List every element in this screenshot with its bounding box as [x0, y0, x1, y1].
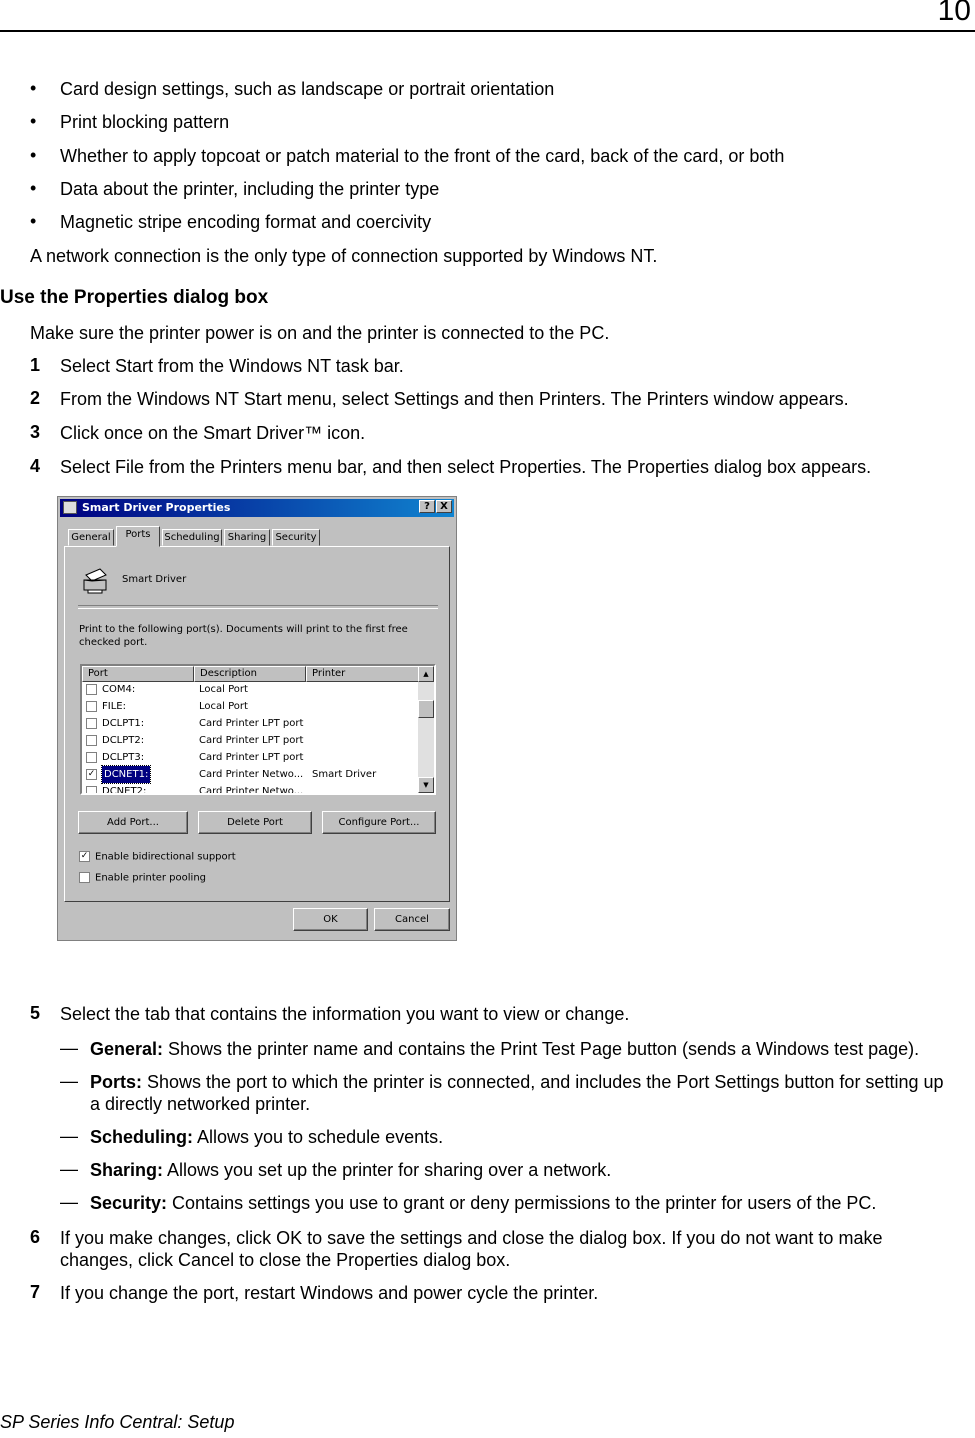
port-checkbox[interactable]: ✓ — [87, 769, 96, 779]
port-description: Local Port — [199, 684, 248, 695]
port-name: DCLPT3: — [102, 752, 145, 763]
dialog-title-bar — [60, 499, 454, 517]
step-number: 7 — [30, 1282, 41, 1302]
printer-icon — [80, 567, 110, 597]
list-item[interactable] — [82, 698, 418, 715]
cancel-button[interactable]: Cancel — [374, 908, 450, 931]
ports-list — [80, 664, 436, 795]
bullet-marker: • — [30, 78, 37, 98]
bullet-marker: • — [30, 111, 37, 131]
tab-name: Ports: — [90, 1072, 143, 1092]
port-description: Card Printer Netwo... — [199, 786, 304, 795]
dash-marker: — — [60, 1038, 78, 1058]
dash-marker: — — [60, 1192, 78, 1212]
port-name: DCNET1: — [102, 766, 150, 783]
ok-button[interactable]: OK — [293, 908, 368, 931]
add-port-button[interactable]: Add Port... — [78, 811, 188, 834]
tab-security[interactable]: Security — [272, 529, 320, 546]
column-printer[interactable]: Printer — [306, 666, 420, 682]
tab-name: Security: — [90, 1193, 168, 1213]
step-text: Select the tab that contains the information you want to view or change. — [60, 1004, 630, 1024]
dialog-title: Smart Driver Properties — [82, 501, 231, 514]
scroll-down-icon[interactable]: ▼ — [418, 777, 434, 793]
tab-scheduling[interactable]: Scheduling — [162, 529, 222, 546]
bidirectional-label: Enable bidirectional support — [95, 851, 236, 863]
port-name: COM4: — [102, 684, 136, 695]
configure-port-button[interactable]: Configure Port... — [322, 811, 436, 834]
printer-name: Smart Driver — [122, 574, 187, 585]
dash-marker: — — [60, 1159, 78, 1179]
port-name: DCLPT1: — [102, 718, 145, 729]
port-description: Card Printer LPT port — [199, 718, 304, 729]
page-number: 10 — [937, 0, 971, 27]
list-item[interactable] — [82, 749, 418, 766]
step-number: 3 — [30, 422, 41, 442]
dash-marker: — — [60, 1071, 78, 1091]
tab-desc-text: Allows you to schedule events. — [193, 1127, 444, 1147]
list-item-selected[interactable] — [82, 766, 418, 783]
tab-name: General: — [90, 1039, 164, 1059]
separator — [78, 605, 438, 609]
tab-description-scheduling — [90, 1126, 443, 1148]
column-description[interactable]: Description — [194, 666, 306, 682]
header-rule — [0, 30, 975, 32]
tab-description-general — [90, 1038, 919, 1060]
dash-marker: — — [60, 1126, 78, 1146]
step-number: 2 — [30, 388, 41, 408]
bidirectional-option[interactable] — [79, 851, 236, 863]
ports-instruction: Print to the following port(s). Documents will print to the first free — [79, 624, 408, 635]
step-text: Select Start from the Windows NT task bar. — [60, 356, 404, 376]
help-button[interactable]: ? — [419, 500, 435, 513]
port-name: FILE: — [102, 701, 126, 712]
tab-description-sharing — [90, 1159, 611, 1181]
port-name: DCLPT2: — [102, 735, 145, 746]
list-item[interactable] — [82, 783, 418, 795]
tab-sharing[interactable]: Sharing — [224, 529, 270, 546]
page-footer: SP Series Info Central: Setup — [0, 1412, 235, 1432]
tab-desc-text: Shows the port to which the printer is connected, and includes the Port Settings button for setting up — [142, 1072, 944, 1092]
step-text-cont: changes, click Cancel to close the Properties dialog box. — [60, 1250, 511, 1270]
list-item[interactable] — [82, 715, 418, 732]
network-note: A network connection is the only type of connection supported by Windows NT. — [30, 246, 658, 266]
port-description: Local Port — [199, 701, 248, 712]
port-description: Card Printer Netwo... — [199, 769, 304, 780]
bullet-item: Card design settings, such as landscape or portrait orientation — [60, 79, 555, 99]
step-number: 4 — [30, 456, 41, 476]
step-number: 6 — [30, 1227, 41, 1247]
tab-general[interactable]: General — [68, 529, 114, 546]
bullet-item: Magnetic stripe encoding format and coercivity — [60, 212, 432, 232]
tab-description-ports — [90, 1071, 944, 1093]
tab-desc-text: Contains settings you use to grant or deny permissions to the printer for users of the PC. — [167, 1193, 877, 1213]
list-scrollbar[interactable] — [418, 666, 434, 793]
step-text: Select File from the Printers menu bar, and then select Properties. The Properties dialog box appears. — [60, 457, 872, 477]
port-checkbox[interactable] — [86, 735, 97, 746]
step-text: If you change the port, restart Windows and power cycle the printer. — [60, 1283, 599, 1303]
ports-instruction-cont: checked port. — [79, 637, 148, 648]
bullet-marker: • — [30, 145, 37, 165]
step-text: If you make changes, click OK to save the settings and close the dialog box. If you do not want to make — [60, 1228, 883, 1248]
intro-text: Make sure the printer power is on and the printer is connected to the PC. — [30, 323, 610, 343]
delete-port-button[interactable]: Delete Port — [198, 811, 312, 834]
bullet-item: Print blocking pattern — [60, 112, 230, 132]
tab-name: Sharing: — [90, 1160, 164, 1180]
pooling-label: Enable printer pooling — [95, 872, 207, 884]
step-text: Click once on the Smart Driver™ icon. — [60, 423, 366, 443]
port-description: Card Printer LPT port — [199, 735, 304, 746]
list-item[interactable] — [82, 681, 418, 698]
close-button[interactable]: X — [436, 500, 452, 513]
tab-desc-text: Shows the printer name and contains the Print Test Page button (sends a Windows test page). — [163, 1039, 920, 1059]
step-number: 5 — [30, 1003, 41, 1023]
pooling-checkbox[interactable] — [79, 872, 90, 883]
printer-small-icon — [63, 501, 77, 514]
port-checkbox[interactable] — [86, 786, 97, 795]
tab-description-security — [90, 1192, 876, 1214]
scroll-thumb[interactable] — [418, 700, 434, 718]
tab-desc-text: Allows you set up the printer for sharing over a network. — [163, 1160, 612, 1180]
bullet-marker: • — [30, 178, 37, 198]
list-item[interactable] — [82, 732, 418, 749]
port-printer: Smart Driver — [312, 769, 377, 780]
port-checkbox[interactable] — [86, 701, 97, 712]
section-heading: Use the Properties dialog box — [0, 287, 269, 308]
properties-dialog — [57, 496, 457, 941]
bullet-marker: • — [30, 211, 37, 231]
tab-name: Scheduling: — [90, 1127, 193, 1147]
bidirectional-checkbox[interactable]: ✓ — [80, 851, 89, 861]
port-description: Card Printer LPT port — [199, 752, 304, 763]
pooling-option[interactable] — [79, 872, 206, 884]
column-port[interactable]: Port — [82, 666, 194, 682]
port-name: DCNET2: — [102, 786, 147, 795]
bullet-item: Data about the printer, including the printer type — [60, 179, 440, 199]
port-checkbox[interactable] — [86, 718, 97, 729]
port-checkbox[interactable] — [86, 684, 97, 695]
bullet-item: Whether to apply topcoat or patch material to the front of the card, back of the card, or both — [60, 146, 785, 166]
tab-ports[interactable]: Ports — [116, 526, 160, 547]
tab-desc-text-cont: a directly networked printer. — [90, 1094, 311, 1114]
scroll-up-icon[interactable]: ▲ — [418, 666, 434, 682]
port-checkbox[interactable] — [86, 752, 97, 763]
step-number: 1 — [30, 355, 41, 375]
step-text: From the Windows NT Start menu, select Settings and then Printers. The Printers window appears. — [60, 389, 849, 409]
